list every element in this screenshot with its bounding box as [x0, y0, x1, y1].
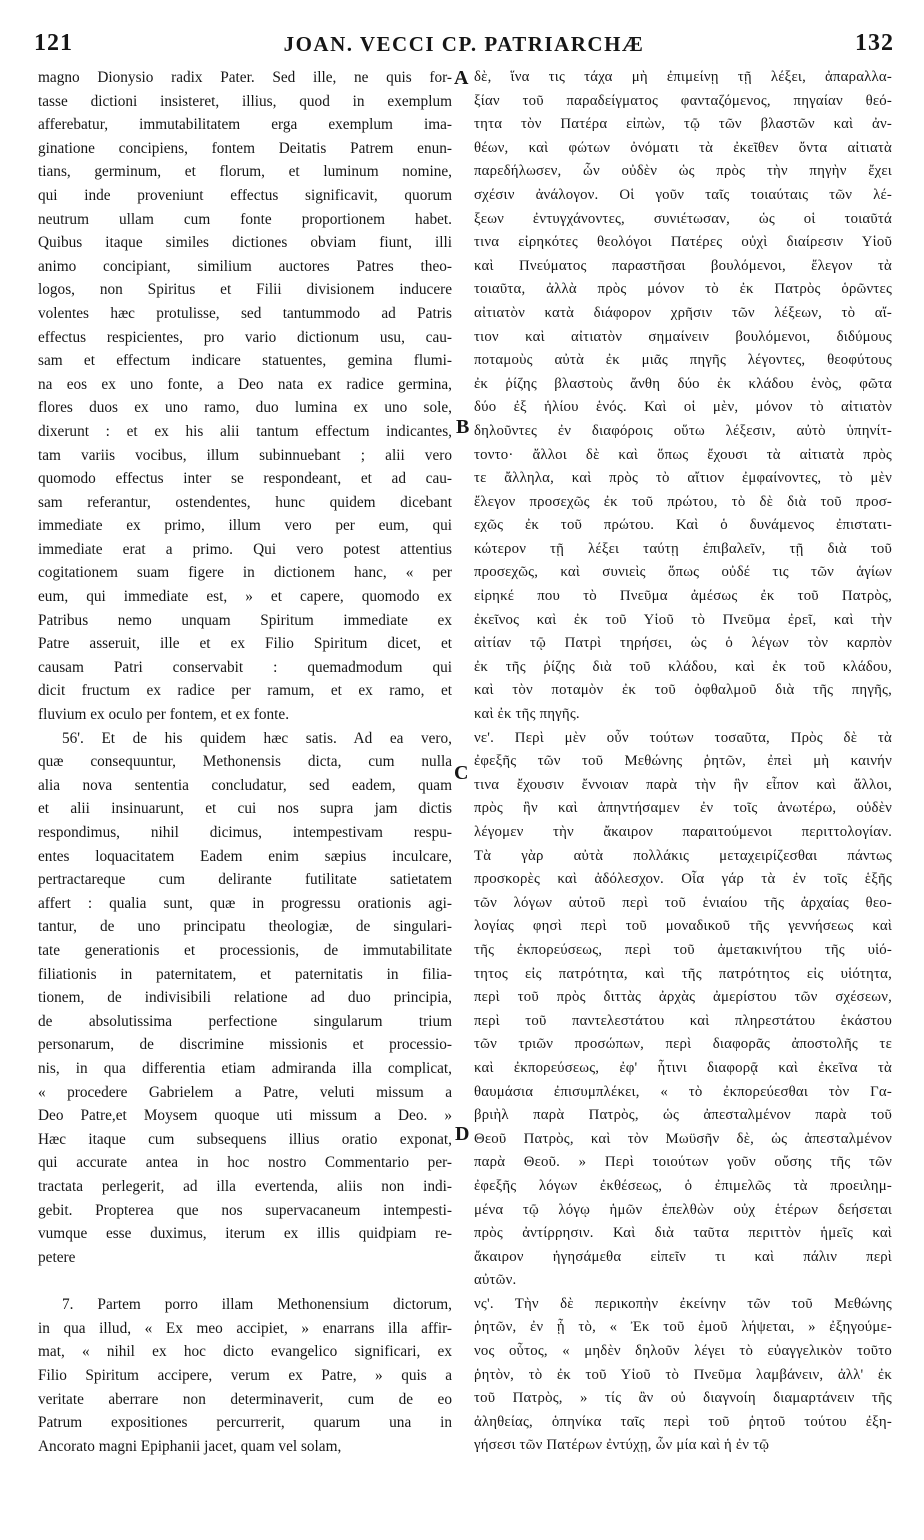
text-line: tate generationis et processionis, de immutabilitate — [38, 941, 452, 959]
margin-letter-a: A — [454, 67, 469, 89]
text-line: Patre asseruit, ille et ex Filio Spiritum dicet, et — [38, 635, 452, 653]
text-line: ξεων ἐντυγχάνοντες, συνιέτωσαν, ὡς οἱ τοιαῦτά — [474, 210, 892, 227]
text-line: ξίαν τοῦ παραδείγματος φανταζόμενος, πηγαίαν θεό- — [474, 92, 892, 109]
text-line: pertractareque cum delirante futilitate satietatem — [38, 871, 452, 889]
text-line: ποταμοὺς αὐτὰ ἐκ μιᾶς πηγῆς λέγοντες, θεοφύτους — [474, 352, 892, 369]
page-number-right: 132 — [855, 30, 894, 56]
text-line: dicit fructum ex radice per ramum, et ex ramo, et — [38, 682, 452, 700]
text-line: ἄκαιρον ἡγησάμεθα εἰπεῖν τι καὶ πάλιν περὶ — [474, 1248, 892, 1265]
text-line: αἰτίαν τῷ Πατρὶ τηρήσει, ὡς ὁ λέγων τὸν καρπὸν — [474, 635, 892, 652]
text-line: Hæc itaque cum subsequens illius oratio exponat, — [38, 1130, 452, 1148]
text-line: et alii insinuarunt, et cui nos supra jam dictis — [38, 800, 452, 818]
text-line: tractata perlegerit, ad illa evertenda, aliis non indi- — [38, 1177, 452, 1195]
text-line: καὶ ἐκ τῆς πηγῆς. — [474, 706, 580, 723]
text-line: Τὰ γὰρ αὐτὰ πολλάκις μεταχειρίζεσθαι πάντως — [474, 847, 892, 864]
text-line: τῶν λόγων αὐτοῦ περὶ τοῦ ἑνιαίου τῆς ἀρχαίας θεο- — [474, 894, 892, 911]
text-line: Ancorato magni Epiphanii jacet, quam vel solam, — [38, 1437, 342, 1455]
text-line: αὐτῶν. — [474, 1272, 517, 1289]
text-line: logos, non Spiritus et Filii divisionem inducere — [38, 281, 452, 299]
latin-column — [38, 66, 452, 1458]
text-line: Filio Spiritum accipere, verum ex Patre, » quis a — [38, 1367, 452, 1385]
text-line: πρὸς ἣν καὶ ἀπηντήσαμεν ἐν τοῖς ἀνωτέρω, οὐδὲν — [474, 800, 892, 817]
text-line: vumque esse duximus, iterum ex illis quidpiam re- — [38, 1225, 452, 1243]
text-line: Quibus itaque similes dictiones obviam fiunt, illi — [38, 234, 452, 252]
text-line: τοιαῦτα, ἀλλὰ πρὸς μόνον τὸ ἐκ Πατρὸς ὁρῶντες — [474, 281, 892, 298]
text-line: λογίας φησὶ περὶ τοῦ μοναδικοῦ τῆς γεννήσεως καὶ — [474, 918, 892, 935]
text-line: qui inde proveniunt effectus significavit, quorum — [38, 186, 452, 204]
text-line: petere — [38, 1248, 76, 1266]
text-line: tians, germinum, et florum, et luminum nomine, — [38, 163, 452, 181]
text-line: Θεοῦ Πατρὸς, καὶ τὸν Μωϋσῆν δὲ, ὡς ἀπεσταλμένον — [474, 1130, 892, 1147]
text-line: ῥητὸν, τὸ ἐκ τοῦ Υἱοῦ τὸ Πνεῦμα λαμβάνειν, ἀλλ' ἐκ — [474, 1366, 892, 1383]
text-line: τε ἄλληλα, καὶ πρὸς τὸ αἴτιον ἐμφαίνοντες, τὸ μὲν — [474, 470, 892, 487]
text-line: καὶ τὸν ποταμὸν ἐκ τοῦ ὀφθαλμοῦ διὰ τῆς πηγῆς, — [474, 682, 892, 699]
text-line: quomodo effectus inter se respondeant, et ad cau- — [38, 470, 452, 488]
text-line: tam variis vocibus, illum subinnuebant ; alii vero — [38, 446, 452, 464]
text-line: προσεχῶς, καὶ συνιεὶς ὅπως οὐδέ τις τῶν ἁγίων — [474, 564, 892, 581]
text-line: τητα τὸν Πατέρα εἰπὼν, τῷ τῶν βλαστῶν καὶ ἀν- — [474, 116, 892, 133]
text-line: νος οὗτος, « μηδὲν δηλοῦν λέγει τὸ εὐαγγελικὸν τοῦτο — [474, 1343, 892, 1360]
text-line: na eos ex uno fonte, a Deo nata ex radice germina, — [38, 375, 452, 393]
text-line: σχέσιν ἀνάλογον. Οἱ γοῦν ταῖς τοιαύταις τῶν λέ- — [474, 186, 892, 203]
text-line: παρεδήλωσεν, ὧν οὐδὲν ὡς πρὸς τὴν πηγὴν ἔχει — [474, 163, 892, 180]
text-line: εἰρηκέ που τὸ Πνεῦμα ἀμέσως ἐκ τοῦ Πατρὸς, — [474, 588, 892, 605]
text-line: κώτερον τῇ λέξει ταύτῃ ἐπιβαλεῖν, τῇ διὰ τοῦ — [474, 540, 892, 557]
text-line: immediate ex primo, illum vero per eum, qui — [38, 517, 452, 535]
text-line: mat, « nihil ex hoc dicto evangelico significari, ex — [38, 1343, 452, 1361]
text-line: καὶ Πνεύματος παραστῆσαι βουλόμενοι, ἔλεγον τὰ — [474, 257, 892, 274]
text-line: τιον καὶ αἰτιατὸν σημαίνειν βουλόμενοι, διδύμους — [474, 328, 892, 345]
text-line: alia nova sententia concludatur, sed eadem, quam — [38, 776, 452, 794]
text-line: τινα εἰρηκότες θεολόγοι Πατέρες οὐχὶ διαίρεσιν Υἱοῦ — [474, 234, 892, 251]
running-header — [34, 30, 894, 64]
text-line: 7. Partem porro illam Methonensium dictorum, — [62, 1296, 452, 1314]
margin-letter-d: D — [455, 1123, 470, 1145]
text-line: εχῶς ἐκ τοῦ πρώτου. Καὶ ὁ δυνάμενος ἐπιστατι- — [474, 517, 892, 534]
text-line: ἐφεξῆς λόγων ἐκθέσεως, ὁ ἐπιμελῶς τὰ προειλημ- — [474, 1177, 892, 1194]
text-line: in qua illud, « Ex meo accipiet, » enarrans illa affir- — [38, 1319, 452, 1337]
text-line: ἐκ ῥίζης βλαστοὺς ἄνθη δύο ἐκ κλάδου ἑνὸς, φῶτα — [474, 375, 892, 392]
text-line: tasse dictioni insisteret, illius, quod in exemplum — [38, 92, 452, 110]
greek-column — [474, 66, 892, 1458]
text-line: Patrum expositiones percurrerit, quarum una in — [38, 1414, 452, 1432]
text-line: Deo Patre,et Moysem quoque uti missum a Deo. » — [38, 1107, 452, 1125]
text-line: μένα τῷ λόγῳ ἡμῶν ἐπελθὼν οὐχ ἑτέρων δεήσεται — [474, 1201, 892, 1218]
text-line: δύο ἐξ ἡλίου ἑνός. Καὶ οἱ μὲν, μόνον τὸ αἰτιατὸν — [474, 399, 892, 416]
text-line: filiationis in paternitatem, et paternitatis in filia- — [38, 965, 452, 983]
text-line: « procedere Gabrielem a Patre, veluti missum a — [38, 1083, 452, 1101]
text-line: fluvium ex oculo per fontem, et ex fonte. — [38, 706, 290, 724]
text-line: entes loquacitatem Eadem enim sæpius inculcare, — [38, 847, 452, 865]
text-line: volentes hæc protulisse, sed tantummodo ad Patris — [38, 304, 452, 322]
text-line: neutrum ullam cum fonte proportionem habet. — [38, 210, 452, 228]
text-line: τῶν τριῶν προσώπων, περὶ διαφορᾶς ἀποστολῆς τε — [474, 1036, 892, 1053]
text-line: eum, qui immediate est, » et capere, quomodo ex — [38, 588, 452, 606]
text-line: respondimus, nihil dicimus, intempestivam respu- — [38, 824, 452, 841]
text-line: affert : qualia sunt, quæ in progressu orationis agi- — [38, 894, 452, 912]
text-line: περὶ τοῦ παντελεστάτου καὶ πληρεστάτου ἑκάστου — [474, 1012, 892, 1029]
text-line: τινα ἔχουσιν ἔννοιαν παρὰ τὴν ἣν εἶπον καὶ ἄλλοι, — [474, 776, 892, 793]
margin-letter-c: C — [454, 762, 469, 784]
text-line: τοῦ Πατρὸς, » τίς ἂν οὐ διαγνοίη διαμαρτάνειν τῆς — [474, 1390, 892, 1407]
text-line: Patribus nemo unquam Spiritum immediate ex — [38, 611, 452, 629]
text-line: flores duos ex uno ramo, duo lumina ex uno sole, — [38, 399, 452, 417]
text-line: qui accurate antea in hoc nostro Commentario per- — [38, 1154, 452, 1172]
text-line: ginatione concipiens, fontem Deitatis Patrem enun- — [38, 139, 452, 157]
text-line: τῆς ἐκπορεύσεως, περὶ τοῦ ἀμετακινήτου τῆς υἱό- — [474, 941, 892, 958]
text-line: effectus respicientes, pro vario dictionum usu, cau- — [38, 328, 452, 346]
text-line: sam et effectum indicare statuentes, gemina flumi- — [38, 352, 452, 370]
text-line: δηλοῦντες ἐν διαφόροις οὕτω λέξεσιν, αὐτὸ ὑπηνίτ- — [474, 422, 892, 439]
text-line: magno Dionysio radix Pater. Sed ille, ne quis for- — [38, 69, 452, 86]
text-line: τοντο· ἄλλοι δὲ καὶ ὅπως ἔχουσι τὰ αἰτιατὰ πρὸς — [474, 446, 892, 463]
text-line: causam Patri conservabit : quemadmodum qui — [38, 658, 452, 676]
text-line: afferebatur, immutabilitatem erga exemplum ima- — [38, 116, 452, 134]
text-line: gebit. Propterea que nos supervacaneum intempesti- — [38, 1201, 452, 1219]
text-line: τητος εἰς πατρότητα, καὶ τῆς πατρότητος εἰς υἱότητα, — [474, 965, 892, 982]
page-number-left: 121 — [34, 30, 73, 56]
text-line: θέων, καὶ φώτων ὀνόματι τὰ ἐκεῖθεν ὄντα αἰτιατὰ — [474, 139, 892, 156]
text-line: λέγομεν τὴν ἄκαιρον παραιτούμενοι περιττολογίαν. — [474, 824, 892, 840]
text-line: de absolutissima perfectione singularum trium — [38, 1012, 452, 1030]
text-line: tionem, de indivisibili relatione ad duo principia, — [38, 989, 452, 1007]
text-line: 56'. Et de his quidem hæc satis. Ad ea vero, — [62, 729, 452, 747]
text-line: nis, in qua differentia etiam admiranda illa complicat, — [38, 1059, 452, 1077]
text-line: νς'. Τὴν δὲ περικοπὴν ἐκείνην τῶν τοῦ Μεθώνης — [474, 1295, 892, 1312]
text-line: προσκορὲς καὶ ἀδόλεσχον. Οἷα γάρ τὰ ἐν τοῖς ἑξῆς — [474, 871, 892, 888]
text-line: sam referantur, ostendentes, hunc quidem dicebant — [38, 493, 452, 511]
text-line: ῥητῶν, ἐν ᾗ τὸ, « Ἐκ τοῦ ἐμοῦ λήψεται, » ἐξηγούμε- — [474, 1319, 892, 1336]
text-line: γήσεσι τῶν Πατέρων ἐντύχῃ, ὧν μία καὶ ἡ ἐν τῷ — [474, 1437, 770, 1454]
text-line: veritate aberrare non determinaverit, cum de eo — [38, 1390, 452, 1408]
running-title: JOAN. VECCI CP. PATRIARCHÆ — [283, 32, 645, 56]
text-line: quæ consequuntur, Methonensis dicta, cum nulla — [38, 753, 452, 771]
text-line: ἀληθείας, ὁπηνίκα ταῖς περὶ τοῦ ῥητοῦ τούτου ἐξη- — [474, 1413, 892, 1430]
text-line: ἐκεῖνος καὶ ἐκ τοῦ Υἱοῦ τὸ Πνεῦμα ἐρεῖ, καὶ τὴν — [474, 611, 892, 628]
text-line: νε'. Περὶ μὲν οὖν τούτων τοσαῦτα, Πρὸς δὲ τὰ — [474, 729, 892, 746]
text-line: cogitationem suam figere in dictionem hanc, « per — [38, 564, 452, 582]
text-line: παρὰ Θεοῦ. » Περὶ τοιούτων γοῦν οὔσης τῆς τῶν — [474, 1154, 892, 1171]
text-line: personarum, de discrimine missionis et processio- — [38, 1036, 452, 1054]
paragraph-gap — [38, 1269, 452, 1293]
text-line: dixerunt : et ex his alii tantum effectum indicantes, — [38, 422, 452, 440]
text-line: animo concipiant, similium auctores Patres theo- — [38, 257, 452, 275]
text-line: πρὸς ἀντίρρησιν. Καὶ διὰ ταῦτα περιττὸν ἡμεῖς καὶ — [474, 1225, 892, 1242]
text-line: ἐκ τῆς ῥίζης διὰ τοῦ κλάδου, καὶ ἐκ τοῦ κλάδου, — [474, 658, 892, 675]
text-line: θαυμάσια ἐπισυμπλέκει, « τὸ ἐκπορεύεσθαι τὸν Γα- — [474, 1083, 892, 1100]
text-line: περὶ τοῦ πρὸς διττὰς ἀρχὰς ἀμερίστου τῶν σχέσεων, — [474, 989, 892, 1006]
text-line: αἰτιατὸν κατὰ διάφορον χρῆσιν τῶν λέξεων, τὸ αἴ- — [474, 304, 892, 321]
text-line: ἐφεξῆς τῶν τοῦ Μεθώνης ῥητῶν, ἐπεὶ μὴ καινήν — [474, 753, 892, 770]
text-line: ἔλεγον προσεχῶς ἐκ τοῦ πρώτου, τὸ δὲ διὰ τοῦ προσ- — [474, 493, 892, 510]
text-line: καὶ ἐκπορεύσεως, ἐφ' ἧτινι διαφορᾷ καὶ ἐκεῖνα τὰ — [474, 1059, 892, 1076]
text-line: immediate erat a primo. Qui vero potest attentius — [38, 540, 452, 558]
margin-letter-b: B — [456, 416, 470, 438]
text-line: βριὴλ παρὰ Πατρὸς, ὡς ἀπεσταλμένον παρὰ τοῦ — [474, 1107, 892, 1124]
text-line: δὲ, ἵνα τις τάχα μὴ ἐπιμείνῃ τῇ λέξει, ἀπαραλλα- — [474, 69, 892, 85]
text-line: tantur, de uno principatu theologiæ, de singulari- — [38, 918, 452, 936]
